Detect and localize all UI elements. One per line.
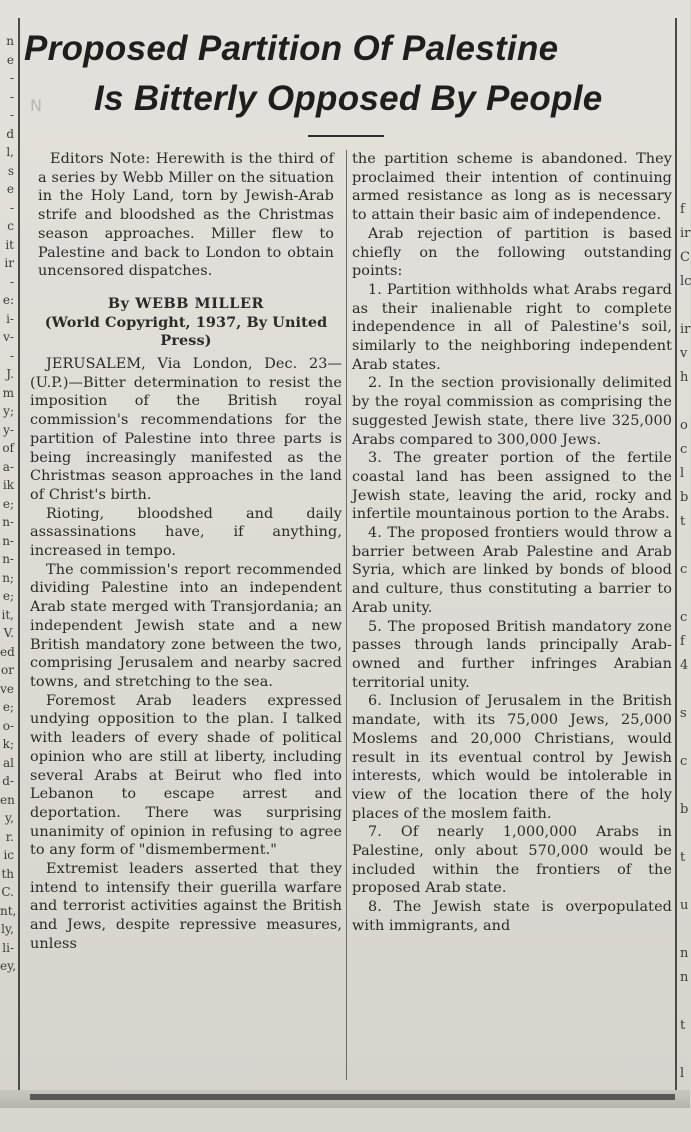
fringe-fragment: ir <box>4 256 14 270</box>
point-6: 6. Inclusion of Jerusalem in the British mandate, with its 75,000 Jews, 25,000 Moslems and 20,000 Christians, would result in its eventual control by Jewish interests, which would be intolerable in view of the location there of the holy places of the moslem faith. <box>352 693 672 822</box>
fringe-fragment: J. <box>6 367 14 381</box>
fringe-fragment: i- <box>6 311 14 326</box>
byline-author: By WEBB MILLER <box>107 294 265 312</box>
fringe-fragment: ic <box>3 848 14 862</box>
paragraph: JERUSALEM, Via London, Dec. 23—(U.P.)—Bitter determination to resist the imposition of the British royal commission's recommendations for the partition of Palestine into three parts is being increasingly manifested as the Christmas season approaches in the land of Christ's birth. <box>30 356 342 503</box>
paragraph: the partition scheme is abandoned. They proclaimed their intention of continuing armed resistance as long as is necessary to attain their basic aim of independence. <box>352 151 672 224</box>
fringe-fragment: l <box>680 1066 685 1081</box>
fringe-fragment: o <box>680 418 688 433</box>
fringe-fragment: n- <box>2 515 14 529</box>
paragraph: Extremist leaders asserted that they intend to intensify their guerilla warfare and terrorist activities against the British and Jews, despite repressive measures, unless <box>30 861 342 952</box>
fringe-fragment: - <box>9 348 14 363</box>
fringe-fragment: ed <box>0 644 15 659</box>
paragraph: The commission's report recommended dividing Palestine into an independent Arab state merged with Transjordania; an independent Jewish state and a new British mandatory zone between the two, comprising Jerusalem and nearby sacred towns, and stretching to the sea. <box>30 561 342 690</box>
fringe-fragment: C <box>680 250 690 265</box>
fringe-fragment: f <box>680 202 685 217</box>
adjacent-column-left-fragment <box>0 0 16 1132</box>
fringe-fragment: li- <box>2 940 14 955</box>
point-3: 3. The greater portion of the fertile coastal land has been assigned to the Jewish state, leaving the arid, rocky and infertile mountainous portion to the Arabs. <box>352 450 672 523</box>
fringe-fragment: e; <box>2 589 14 603</box>
editors-note <box>30 150 342 281</box>
adjacent-column-right-fragment <box>680 0 690 1108</box>
fringe-fragment: - <box>9 89 14 104</box>
fringe-fragment: al <box>3 755 14 770</box>
fringe-fragment: e; <box>2 496 14 511</box>
fringe-fragment: c <box>7 219 14 233</box>
paragraph: Arab rejection of partition is based chiefly on the following outstanding points: <box>352 225 672 280</box>
fringe-fragment: th <box>1 866 14 881</box>
fringe-fragment: ik <box>2 478 14 492</box>
fringe-fragment: ir <box>680 226 691 241</box>
fringe-fragment: e <box>6 52 14 67</box>
article-headline <box>22 24 674 124</box>
fringe-fragment: - <box>9 108 14 122</box>
fringe-fragment: s <box>680 706 687 721</box>
fringe-fragment: c <box>680 610 688 625</box>
column-rule-right <box>675 18 677 1108</box>
fringe-fragment: d- <box>2 774 14 788</box>
fringe-fragment: n <box>680 970 689 985</box>
fringe-fragment: - <box>9 71 14 85</box>
fringe-fragment: m <box>2 385 14 400</box>
fringe-fragment: r. <box>5 829 14 844</box>
fringe-fragment: l, <box>6 145 14 159</box>
point-1: 1. Partition withholds what Arabs regard as their inalienable right to complete independence in all of Palestine's soil, similarly to the neighboring independent Arab states. <box>352 281 672 373</box>
bottom-rule <box>30 1094 675 1100</box>
fringe-fragment: n; <box>2 570 14 585</box>
fringe-fragment: c <box>680 562 688 577</box>
fringe-fragment: it <box>5 237 14 252</box>
byline-copyright: (World Copyright, 1937, By United Press) <box>44 313 328 350</box>
fringe-fragment: e <box>6 182 14 196</box>
fringe-fragment: C. <box>1 885 14 899</box>
fringe-fragment: t <box>680 514 686 529</box>
article-column-2 <box>352 150 672 936</box>
point-8: 8. The Jewish state is overpopulated with immigrants, and <box>352 899 672 934</box>
fringe-fragment: ir <box>680 322 691 337</box>
fringe-fragment: b <box>680 802 689 817</box>
point-7: 7. Of nearly 1,000,000 Arabs in Palestine, only about 570,000 would be included within the frontiers of the proposed Arab state. <box>352 824 672 897</box>
fringe-fragment: a- <box>2 459 14 474</box>
fringe-fragment: 4 <box>680 658 689 673</box>
fringe-fragment: en <box>0 792 15 807</box>
fringe-fragment: nt, <box>0 903 17 918</box>
editors-note-text: Editors Note: Herewith is the third of a series by Webb Miller on the situation in the Holy Land, torn by Jewish-Arab strife and bloodshed as the Christmas season approaches. Miller flew to Palestine and back to London to obtain uncensored dispatches. <box>38 151 334 280</box>
article-column-1 <box>30 150 342 954</box>
fringe-fragment: y- <box>3 422 14 437</box>
point-2: 2. In the section provisionally delimited by the royal commission as comprising the suggested Jewish state, there live 325,000 Arabs compared to 300,000 Jews. <box>352 375 672 448</box>
fringe-fragment: e: <box>2 293 14 307</box>
fringe-fragment: - <box>9 274 14 289</box>
fringe-fragment: ve <box>0 681 14 696</box>
paragraph: Foremost Arab leaders expressed undying opposition to the plan. I talked with leaders of every shade of political opinion who are still at liberty, including several Arabs at Beirut who fled into Lebanon to escape arrest and deportation. There was surprising unanimity of opinion in refusing to agree to any form of "dismemberment." <box>30 692 342 859</box>
fringe-fragment: f <box>680 634 685 649</box>
column-rule-left <box>18 18 20 1108</box>
fringe-fragment: b <box>680 490 689 505</box>
fringe-fragment: c <box>680 442 688 457</box>
fringe-fragment: t <box>680 1018 686 1033</box>
fringe-fragment: n <box>680 946 689 961</box>
fringe-fragment: n <box>6 34 14 48</box>
fringe-fragment: d <box>6 126 14 141</box>
fringe-fragment: h <box>680 370 689 385</box>
point-5: 5. The proposed British mandatory zone passes through lands principally Arab-owned and further infringes Arabian territorial unity. <box>352 618 672 691</box>
fringe-fragment: u <box>680 898 689 913</box>
paragraph: Rioting, bloodshed and daily assassinations have, if anything, increased in tempo. <box>30 505 342 560</box>
fringe-fragment: t <box>680 850 686 865</box>
column-1-body <box>30 355 342 954</box>
fringe-fragment: o- <box>2 718 14 733</box>
headline-line-2: Is Bitterly Opposed By People <box>94 79 603 118</box>
fringe-fragment: ly, <box>1 922 14 936</box>
fringe-fragment: of <box>2 441 14 455</box>
byline <box>30 295 342 351</box>
fringe-fragment: c <box>680 754 688 769</box>
point-4: 4. The proposed frontiers would throw a barrier between Arab Palestine and Arab Syria, which are linked by bonds of blood and culture, thus constituting a barrier to Arab unity. <box>352 525 672 616</box>
fringe-fragment: - <box>9 200 14 215</box>
fringe-fragment: e; <box>2 700 14 714</box>
fringe-fragment: V. <box>3 626 14 640</box>
headline-line-1: Proposed Partition Of Palestine <box>24 29 559 68</box>
fringe-fragment: lc <box>680 274 691 289</box>
fringe-fragment: s <box>7 163 14 178</box>
fringe-fragment: v- <box>3 330 14 344</box>
fringe-fragment: y; <box>3 404 14 418</box>
headline-divider <box>308 135 384 137</box>
fringe-fragment: k; <box>2 737 14 751</box>
fringe-fragment: l <box>680 466 685 481</box>
fringe-fragment: ey, <box>0 959 17 973</box>
fringe-fragment: n- <box>2 552 14 566</box>
column-divider <box>346 150 347 1080</box>
fringe-fragment: it, <box>1 607 14 622</box>
bleed-through-letter: N <box>30 96 42 115</box>
fringe-fragment: y, <box>5 811 14 825</box>
fringe-fragment: or <box>1 663 14 677</box>
fringe-fragment: v <box>680 346 688 361</box>
fringe-fragment: n- <box>2 533 14 548</box>
